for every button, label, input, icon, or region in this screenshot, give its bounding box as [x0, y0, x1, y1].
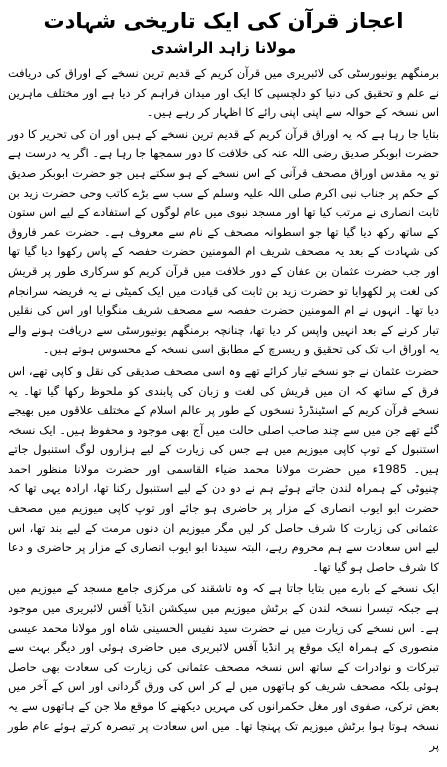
article-headline: اعجاز قرآن کی ایک تاریخی شہادت	[43, 9, 404, 33]
article-paragraph: برمنگھم یونیورسٹی کی لائبریری میں قرآن کریم کے قدیم ترین نسخے کے اوراق کی دریافت نے علم و تحقیق کی دنیا کو دلچسپی کا ایک اور میدان فراہم کر دیا ہے اور مختلف ماہرین اس نسخہ کے حوالہ سے اپنی اپنی رائے کا اظہار کر رہے ہیں۔	[8, 66, 439, 120]
article-paragraph: ایک نسخے کے بارے میں بتایا جاتا ہے کہ وہ تاشقند کی مرکزی جامع مسجد کے میوزیم میں ہے جبکہ تیسرا نسخہ لندن کے برٹش میوزیم میں سیکشن انڈیا آفس لائبریری میں موجود ہے۔ اس نسخے کی زیارت میں نے حضرت سید نفیس الحسینی شاہ اور مولانا محمد عیسی منصوری کے ہمراہ ایک موقع پر انڈیا آفس لائبریری میں حاضری ہوئی اور دیگر بہت سے تبرکات و نوادرات کے ساتھ اس نسخہ مصحف عثمانی کی زیارت کی سعادت بھی حاصل ہوئی بلکہ مصحف شریف کو ہاتھوں میں لے کر اس کی ورق گردانی اور اس کے آخر میں بعض ترکی، صفوی اور مغل حکمرانوں کی مہریں دیکھنے کا موقع ملا جن کے ہاتھوں سے یہ نسخہ ہوتا ہوا برٹش میوزیم تک پہنچا تھا۔ میں اس سعادت پر تبصرہ کرتے ہوئے عام طور پر	[8, 581, 439, 753]
article-paragraph: بتایا جا رہا ہے کہ یہ اوراق قرآن کریم کے قدیم ترین نسخے کے ہیں اور ان کی تحریر کا دور حضرت ابوبکر صدیق رضی اللہ عنہ کی خلافت کا دور سمجھا جا رہا ہے۔ اگر یہ درست ہے تو یہ مقدس اوراق مصحف قرآنی کے اس نسخے کے ہو سکتے ہیں جو حضرت ابوبکر صدیق کے حکم پر جناب نبی اکرم صلی اللہ علیہ وسلم کے سب سے بڑے کاتب وحی حضرت زید بن ثابت انصاری نے مرتب کیا تھا اور مسجد نبوی میں عام لوگوں کے استفادے کے لیے اس ستون کے ساتھ رکھ دیا گیا تھا جو اسطوانہ مصحف کے نام سے معروف ہے۔ حضرت عمر فاروق کی شہادت کے بعد یہ مصحف شریف ام المومنین حضرت حفصہ کے پاس رکھوا دیا گیا تھا اور جب حضرت عثمان بن عفان کے دور خلافت میں قرآن کریم کو سرکاری طور پر قریش کی لغت پر لکھوایا تو حضرت زید بن ثابت کی قیادت میں ایک کمیٹی نے یہ فریضہ سرانجام دیا تھا۔ انہوں نے ام المومنین حضرت حفصہ سے مصحف شریف منگوایا اور اس کی نقلیں تیار کرنے کے بعد انہیں واپس کر دیا تھا، چنانچہ برمنگھم یونیورسٹی سے دریافت ہونے والے یہ اوراق اب تک کی تحقیق و ریسرچ کے مطابق اسی نسخہ کے محسوس ہوتے ہیں۔	[8, 126, 439, 357]
author-byline: مولانا زاہد الراشدی	[150, 39, 297, 57]
article-body	[8, 64, 439, 756]
article-paragraph: حضرت عثمان نے جو نسخے تیار کرائے تھے وہ اسی مصحف صدیقی کی نقل و کاپی تھے، اس فرق کے ساتھ کہ ان میں قریش کی لغت و زبان کی پابندی کو ملحوظ رکھا گیا تھا۔ یہ نسخے قرآن کریم کے اسٹینڈرڈ نسخوں کے طور پر عالم اسلام کے مختلف علاقوں میں بھیجے گئے تھے جن میں سے چند صاحب اصلی حالت میں آج بھی موجود و محفوظ ہیں۔ ایک نسخہ استنبول کے توپ کاپی میوزیم میں ہے جس کی زیارت کے لیے ہزاروں لوگ استنبول جاتے ہیں۔ 1985ء میں حضرت مولانا محمد ضیاء القاسمی اور حضرت مولانا منظور احمد چنیوٹی کے ہمراہ لندن جاتے ہوئے ہم نے دو دن کے لیے استنبول رکنا تھا، ارادہ یہی تھا کہ حضرت ابو ایوب انصاری کے مزار پر حاضری ہو جائے اور توپ کاپی میوزیم میں مصحف عثمانی کی زیارت کا شرف حاصل کر لیں مگر میوزیم ان دنوں مرمت کے لیے بند تھا، اس لیے اس سعادت سے ہم محروم رہے، البتہ سیدنا ابو ایوب انصاری کے مزار پر حاضری و دعا کا شرف حاصل ہو گیا تھا۔	[8, 363, 439, 574]
